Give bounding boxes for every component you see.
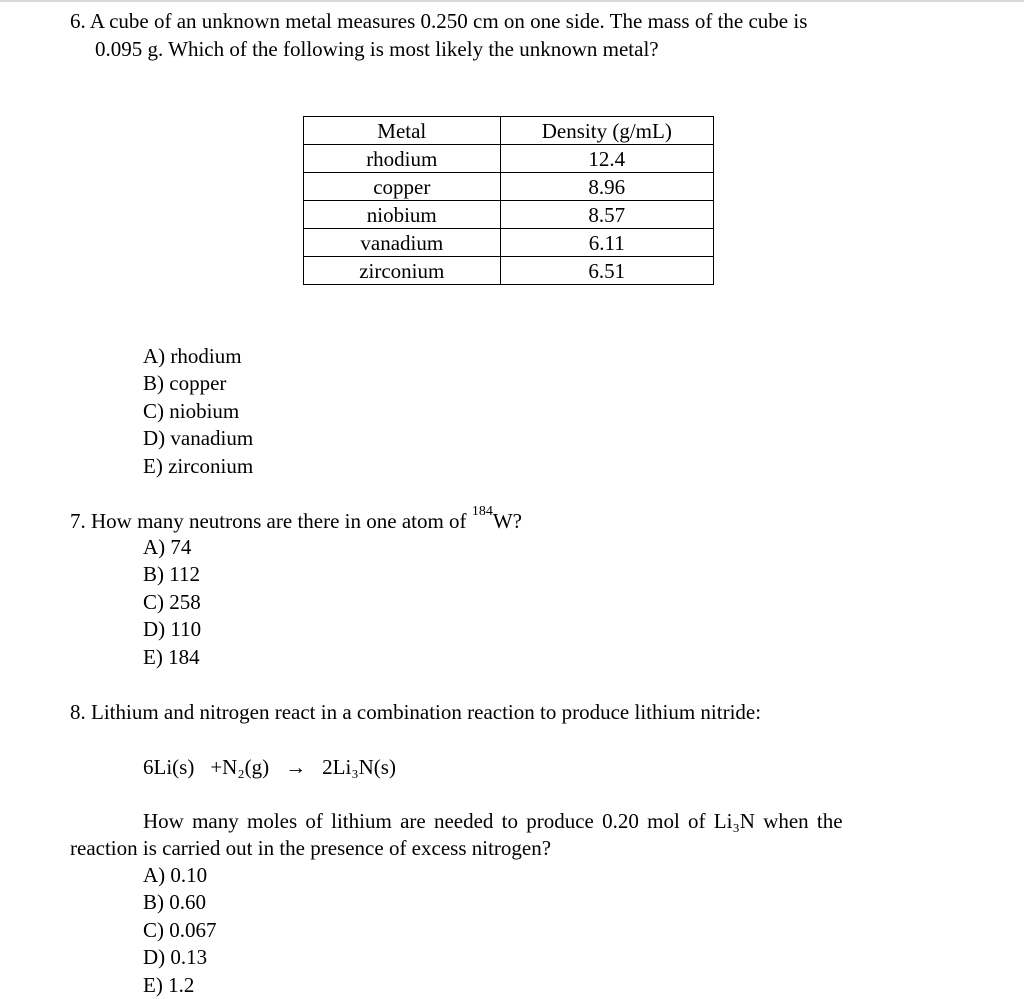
table-header-row — [304, 117, 714, 145]
table-row — [304, 145, 714, 173]
q6-option-c: C) niobium — [143, 398, 240, 423]
q7-stem — [70, 504, 522, 535]
q8-option-c: C) 0.067 — [143, 917, 217, 942]
reaction-arrow-icon: → — [285, 755, 307, 779]
metal-cell: zirconium — [304, 257, 501, 285]
q7-option-b: B) 112 — [143, 562, 200, 587]
q7-option-c: C) 258 — [143, 589, 201, 614]
table-row — [304, 173, 714, 201]
q8-option-d: D) 0.13 — [143, 945, 208, 970]
header-metal: Metal — [304, 117, 501, 145]
reactant-lithium: 6Li(s) — [143, 755, 195, 779]
table-row — [304, 201, 714, 229]
q7-option-d: D) 110 — [143, 617, 202, 642]
metal-cell: vanadium — [304, 229, 501, 257]
q6-option-a: A) rhodium — [143, 344, 242, 368]
q8-options — [143, 862, 217, 999]
q7-element-symbol: W? — [492, 509, 522, 533]
density-cell: 8.57 — [500, 201, 713, 229]
q6-options — [143, 343, 253, 480]
q7-options — [143, 534, 201, 671]
table-row — [304, 229, 714, 257]
top-border — [0, 0, 1024, 2]
q6-stem-line1: 6. A cube of an unknown metal measures 0.250 cm on one side. The mass of the cube is — [70, 9, 808, 33]
q7-mass-number: 184 — [471, 504, 493, 519]
q7-stem-text: 7. How many neutrons are there in one atom of — [70, 509, 472, 533]
metal-cell: niobium — [304, 201, 501, 229]
density-cell: 6.51 — [500, 257, 713, 285]
product-lithium-nitride: 2Li₃N(s) — [322, 755, 396, 779]
q6-stem-line2: 0.095 g. Which of the following is most likely the unknown metal? — [95, 37, 659, 61]
reactant-nitrogen: N₂(g) — [222, 755, 270, 779]
density-cell: 8.96 — [500, 173, 713, 201]
q6-option-d: D) vanadium — [143, 426, 254, 451]
density-cell: 6.11 — [500, 229, 713, 257]
q8-question-line2: reaction is carried out in the presence of excess nitrogen? — [70, 836, 552, 860]
q8-option-b: B) 0.60 — [143, 890, 206, 915]
q8-question-line1: How many moles of lithium are needed to produce 0.20 mol of Li₃N when the — [143, 809, 843, 833]
q8-option-a: A) 0.10 — [143, 863, 208, 887]
density-table — [303, 116, 714, 285]
q8-stem: 8. Lithium and nitrogen react in a combination reaction to produce lithium nitride: — [70, 700, 762, 724]
q7-option-e: E) 184 — [143, 644, 200, 669]
table-row — [304, 257, 714, 285]
density-cell: 12.4 — [500, 145, 713, 173]
metal-cell: rhodium — [304, 145, 501, 173]
q6-option-b: B) copper — [143, 371, 227, 396]
plus-sign: + — [210, 755, 223, 779]
q7-option-a: A) 74 — [143, 535, 192, 559]
metal-cell: copper — [304, 173, 501, 201]
q8-equation — [143, 754, 396, 781]
q8-option-e: E) 1.2 — [143, 972, 195, 997]
q6-option-e: E) zirconium — [143, 453, 254, 478]
header-density: Density (g/mL) — [500, 117, 713, 145]
